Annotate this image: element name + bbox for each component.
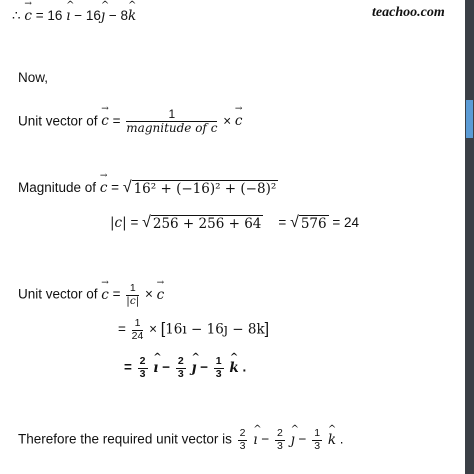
denominator: 24: [131, 329, 144, 342]
magnitude-of-c: |c|: [110, 215, 127, 231]
i-hat: ^ ı: [66, 8, 70, 24]
denominator: |c|: [126, 294, 140, 307]
equals-sign: =: [130, 215, 139, 230]
magnitude-computation: [110, 215, 359, 232]
numerator: 1: [132, 318, 144, 331]
radicand: 576: [300, 216, 327, 232]
final-answer-label: Therefore the required unit vector is: [18, 431, 232, 447]
c-vector: → c: [24, 8, 32, 24]
substitution-step: [118, 318, 269, 342]
fraction: $\frac{1}{3}$: [314, 427, 321, 452]
fraction: $\frac{2}{3}$: [139, 355, 146, 380]
radicand: 16² + (−16)² + (−8)²: [133, 181, 277, 197]
minus-sign: −: [108, 8, 117, 23]
fraction: [126, 283, 139, 307]
i-hat: ^ ı: [253, 432, 257, 448]
therefore-symbol: ∴: [12, 8, 21, 24]
close-bracket: ]: [264, 320, 270, 338]
square-root: √ 256 + 256 + 64: [142, 214, 262, 232]
magnitude-result: 24: [344, 215, 360, 230]
c-vector: → c: [101, 287, 109, 303]
scroll-thumb[interactable]: [466, 100, 473, 138]
fraction: $\frac{2}{3}$: [239, 427, 246, 452]
k-hat: ^ k: [229, 360, 238, 376]
equals-sign: =: [124, 359, 132, 375]
times-sign: ×: [223, 113, 232, 129]
now-label: Now,: [18, 70, 49, 85]
times-sign: ×: [145, 286, 153, 302]
open-bracket: [: [160, 320, 166, 338]
equals-sign: =: [35, 8, 44, 23]
times-sign: ×: [149, 321, 157, 337]
equals-sign: =: [332, 215, 341, 230]
simplified-step: [124, 356, 246, 380]
scrollbar[interactable]: [465, 0, 474, 474]
fraction: [126, 108, 217, 135]
numerator: 1: [126, 283, 139, 296]
fraction: $\frac{2}{3}$: [276, 427, 283, 452]
final-answer: [18, 428, 344, 452]
j-coefficient: 16: [85, 8, 101, 23]
k-coefficient: 8: [120, 8, 129, 23]
c-vector: → c: [101, 113, 109, 129]
j-hat: ^ ȷ: [291, 432, 295, 448]
c-vector-result: [12, 8, 136, 24]
unit-vector-label: Unit vector of: [18, 286, 98, 302]
j-hat: ^ ȷ: [101, 8, 105, 24]
denominator: magnitude of c: [126, 121, 218, 136]
square-root: √ 576: [290, 214, 327, 232]
equals-sign: =: [111, 180, 120, 195]
i-coefficient: 16: [47, 8, 63, 23]
k-hat: ^ k: [328, 432, 336, 448]
fraction: $\frac{2}{3}$: [177, 355, 184, 380]
j-hat: ^ ȷ: [191, 360, 196, 376]
magnitude-label: Magnitude of: [18, 180, 97, 195]
magnitude-line: [18, 180, 278, 197]
minus-sign: −: [200, 359, 208, 375]
unit-vector-label: Unit vector of: [18, 113, 98, 129]
c-vector: → c: [100, 180, 108, 196]
vector-expression: 16ı − 16ȷ − 8k: [165, 321, 265, 338]
minus-sign: −: [298, 431, 307, 447]
radicand: 256 + 256 + 64: [152, 216, 262, 232]
equals-sign: =: [112, 113, 121, 129]
period: .: [339, 431, 344, 447]
equals-sign: =: [278, 215, 287, 230]
c-vector: → c: [157, 287, 165, 303]
numerator: 1: [126, 108, 217, 122]
equals-sign: =: [112, 286, 121, 302]
teachoo-logo: teachoo.com: [372, 5, 445, 20]
k-hat: ^ k: [128, 8, 136, 24]
c-vector: → c: [235, 113, 243, 129]
fraction: [132, 318, 144, 342]
equals-sign: =: [118, 321, 126, 337]
unit-vector-definition: [18, 108, 242, 135]
i-hat: ^ ı: [153, 360, 158, 376]
unit-vector-formula: [18, 283, 164, 307]
minus-sign: −: [162, 359, 171, 375]
minus-sign: −: [261, 431, 270, 447]
square-root: √ 16² + (−16)² + (−8)²: [122, 179, 277, 197]
period: .: [242, 359, 247, 375]
minus-sign: −: [74, 8, 83, 23]
fraction: $\frac{1}{3}$: [215, 355, 222, 380]
